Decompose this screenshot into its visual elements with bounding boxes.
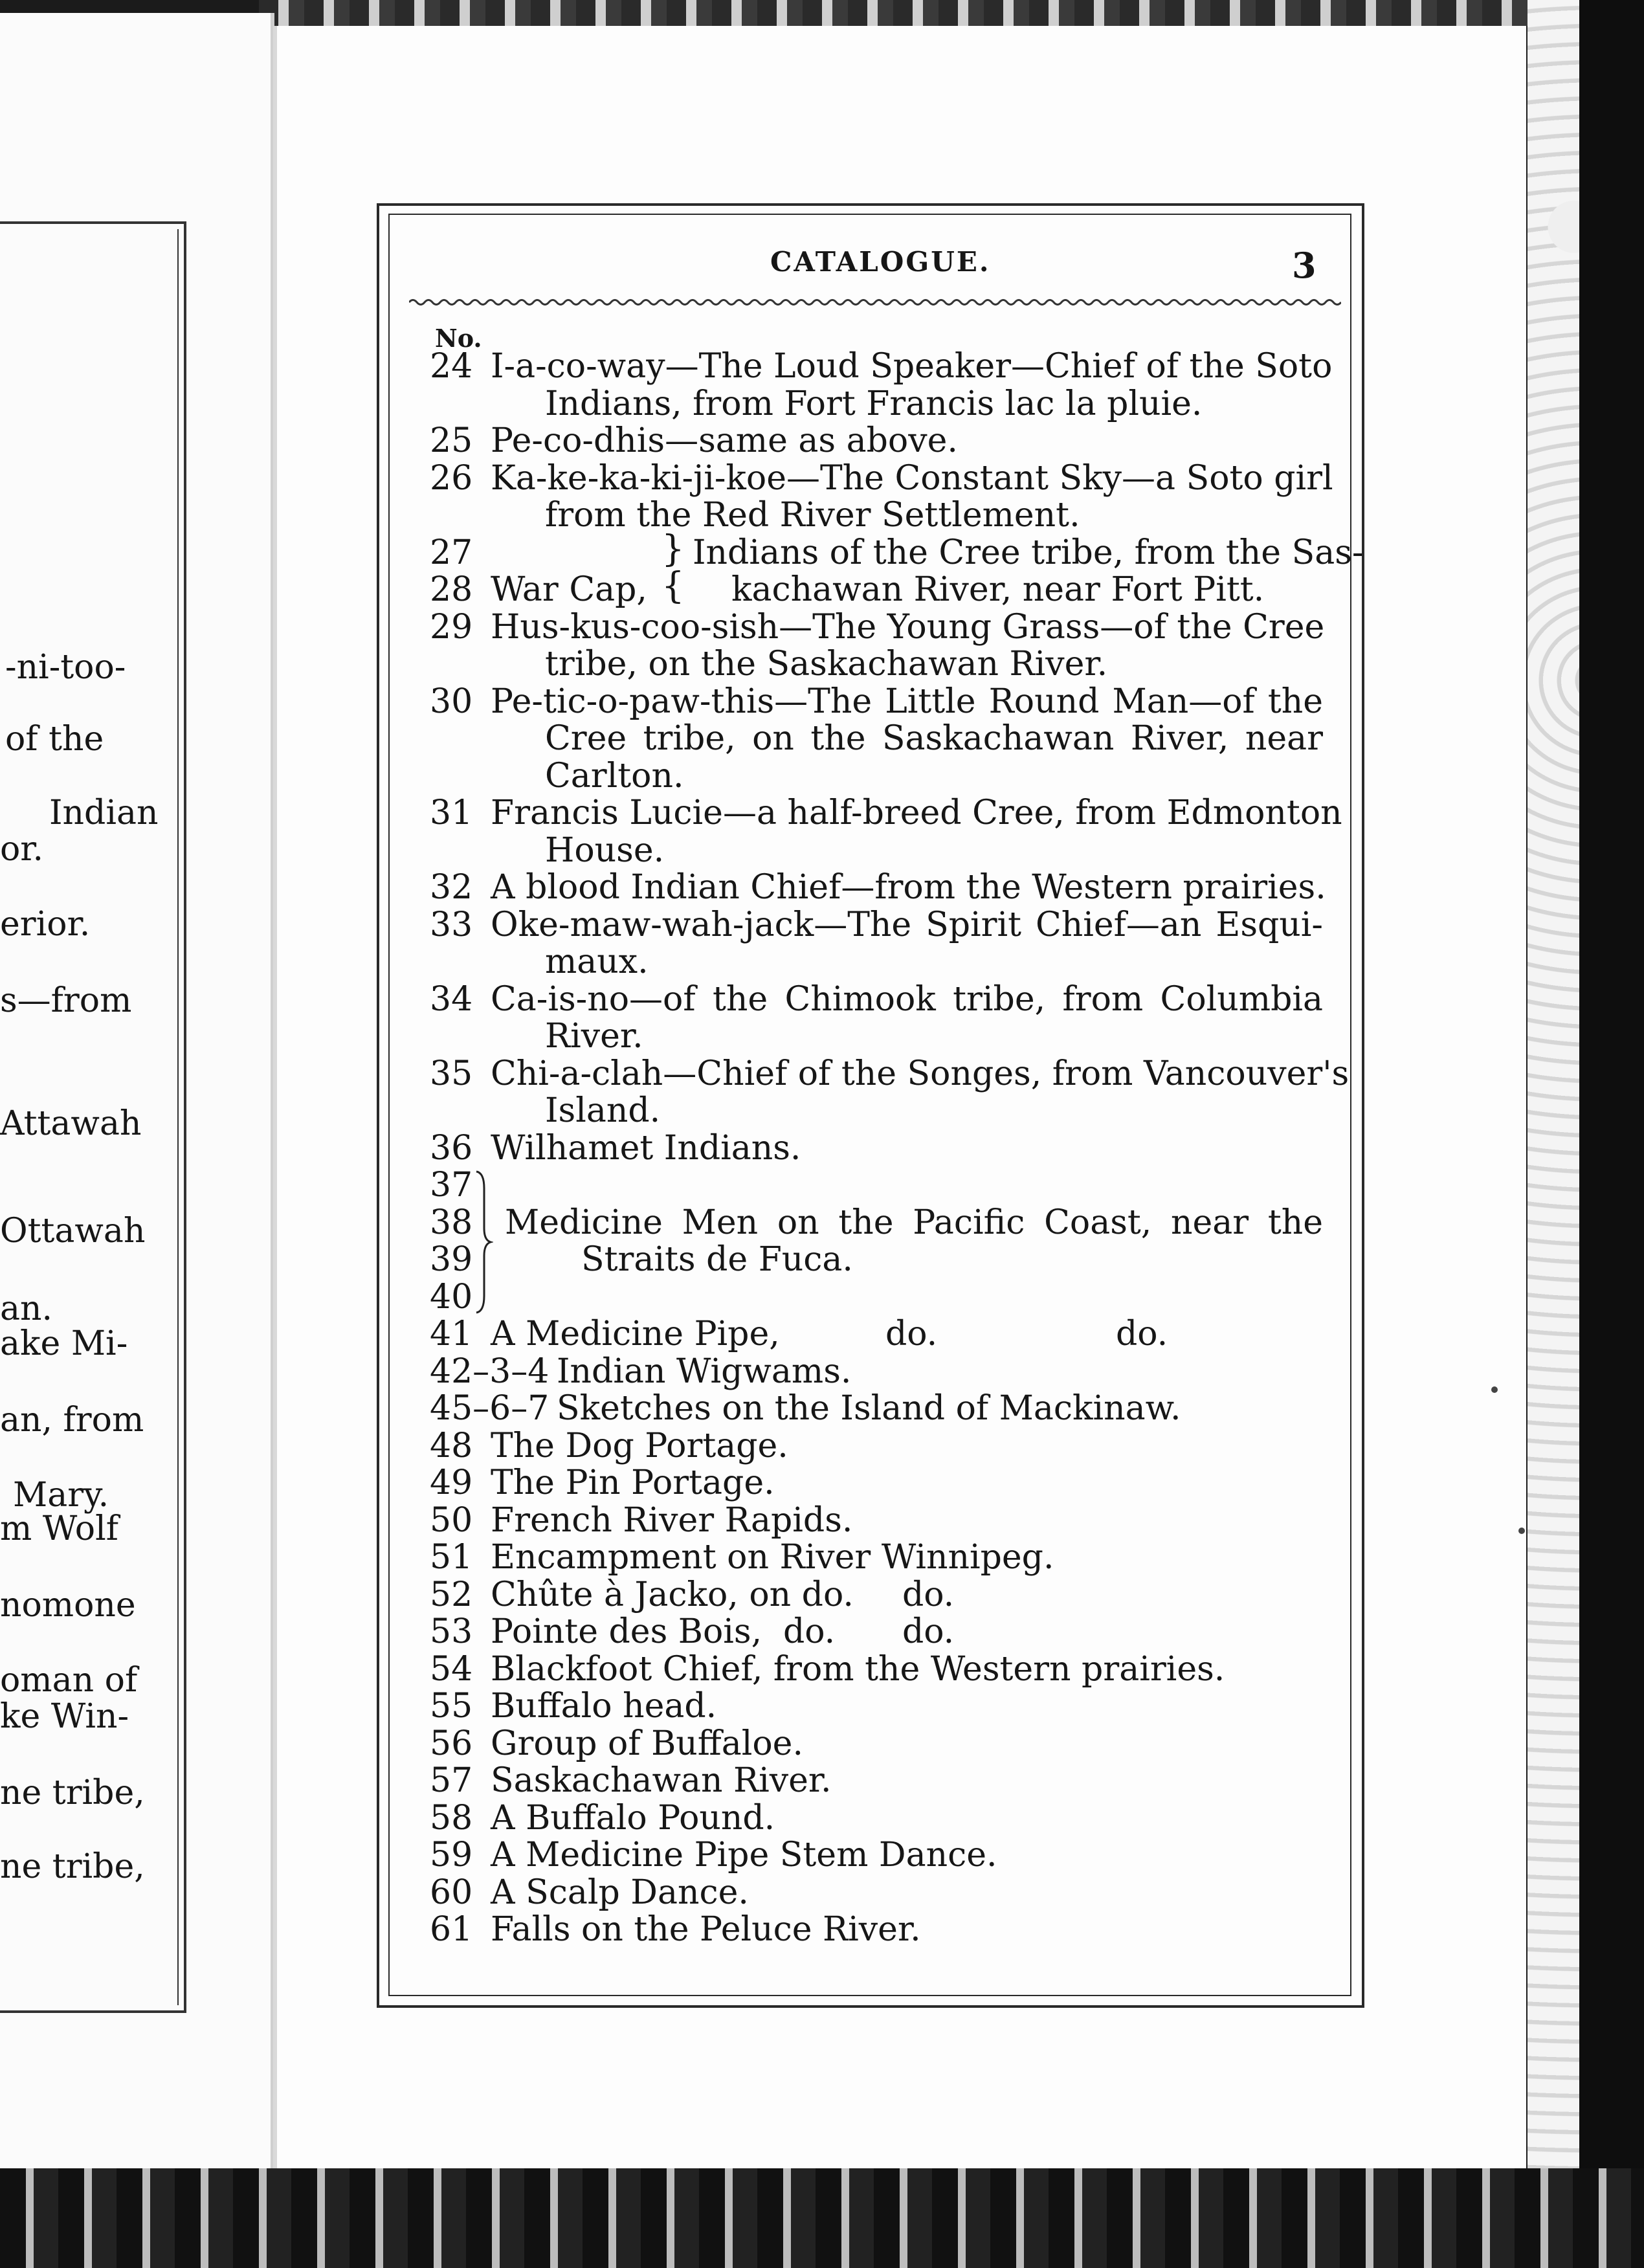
page-title: CATALOGUE.	[770, 246, 991, 278]
entry-text: Pe-co-dhis—same as above.	[491, 421, 958, 460]
catalogue-entry	[430, 1614, 1323, 1651]
catalogue-entry	[430, 1205, 1323, 1242]
left-fragment: an, from	[0, 1401, 144, 1440]
left-fragment: Mary.	[13, 1476, 109, 1515]
entry-text: Saskachawan River.	[491, 1761, 832, 1800]
entry-number: 59	[430, 1836, 473, 1874]
entry-text: Straits de Fuca.	[581, 1240, 853, 1279]
entry-number: 54	[430, 1649, 473, 1689]
entry-number: 33	[430, 905, 473, 944]
catalogue-entry	[430, 1762, 1323, 1800]
catalogue-entry	[430, 423, 1323, 460]
entry-number: 24	[430, 347, 473, 386]
entry-number: 32	[430, 868, 473, 907]
entry-text: Ca-is-no—of the Chimook tribe, from Columbia	[491, 979, 1323, 1019]
entry-number: 40	[430, 1277, 473, 1317]
left-fragment: of the	[5, 720, 104, 759]
entry-continuation	[430, 832, 1323, 870]
entry-text: Francis Lucie—a half-breed Cree, from Edmonton	[491, 794, 1342, 832]
catalogue-entry	[430, 528, 1364, 572]
left-fragment: ne tribe,	[0, 1847, 145, 1886]
brace-bottom-glyph: {	[661, 565, 685, 607]
entry-continuation	[430, 1093, 1323, 1130]
entry-text: Encampment on River Winnipeg.	[491, 1538, 1054, 1577]
entry-text: Wilhamet Indians.	[491, 1128, 801, 1168]
entry-text: The Pin Portage.	[491, 1463, 775, 1502]
entry-number: 28	[430, 570, 473, 609]
left-fragment: Indian	[49, 794, 159, 832]
catalogue-entry	[430, 684, 1323, 721]
entry-number: 34	[430, 979, 473, 1019]
book-edge-top	[259, 0, 1579, 26]
catalogue-entry	[430, 1837, 1323, 1874]
left-fragment: -ni-too-	[5, 648, 126, 687]
entry-number: 31	[430, 794, 473, 832]
catalogue-entry	[430, 458, 1333, 498]
catalogue-entry	[430, 907, 1323, 944]
left-fragment: m Wolf	[0, 1509, 118, 1548]
entry-number: 51	[430, 1538, 473, 1577]
entry-text: Indian Wigwams.	[557, 1351, 852, 1391]
entry-text: Oke-maw-wah-jack—The Spirit Chief—an Esqui-	[491, 905, 1323, 944]
entry-number: 27	[430, 533, 473, 572]
left-page	[0, 13, 274, 2168]
entry-number: 29	[430, 607, 473, 647]
entry-number: 57	[430, 1761, 473, 1800]
entry-text: Pointe des Bois,	[491, 1612, 762, 1651]
catalogue-entry	[430, 1874, 1323, 1912]
catalogue-entry	[430, 1316, 1323, 1353]
catalogue-entry	[430, 609, 1323, 647]
left-fragment: ake Mi-	[0, 1324, 128, 1363]
catalogue-entry	[430, 1428, 1323, 1465]
entry-text: House.	[545, 830, 665, 870]
ditto-mark: do.	[1116, 1315, 1168, 1353]
entry-number: 30	[430, 682, 473, 721]
entry-number: 52	[430, 1575, 473, 1614]
entry-text: Island.	[545, 1091, 661, 1130]
catalogue-entry	[430, 1502, 1323, 1540]
speck	[1491, 1386, 1498, 1393]
entry-text: Indians of the Cree tribe, from the Sas-	[693, 533, 1364, 572]
entry-number: 41	[430, 1315, 473, 1353]
catalogue-entry	[430, 565, 1323, 609]
catalogue-entry	[430, 1577, 1323, 1614]
entry-number: 35	[430, 1054, 473, 1093]
entry-text: Chi-a-clah—Chief of the Songes, from Vancouver's	[491, 1054, 1350, 1093]
entry-label: War Cap,	[491, 570, 647, 609]
catalogue-entry	[430, 868, 1326, 907]
entry-continuation	[430, 944, 1323, 981]
catalogue-entry	[430, 794, 1342, 832]
left-fragment: nomone	[0, 1586, 136, 1625]
left-fragment: ne tribe,	[0, 1773, 145, 1812]
entry-number: 56	[430, 1724, 473, 1763]
entry-number: 49	[430, 1463, 473, 1502]
left-fragment: ke Win-	[0, 1697, 129, 1736]
catalogue-entry	[430, 1539, 1323, 1577]
entry-text: maux.	[545, 942, 649, 981]
entry-continuation	[430, 758, 1323, 795]
entry-continuation	[430, 1018, 1323, 1056]
entry-text: Cree tribe, on the Saskachawan River, near	[545, 719, 1323, 758]
ditto-mark: do.	[783, 1612, 836, 1651]
catalogue-entry	[430, 1911, 1323, 1949]
entry-text: River.	[545, 1017, 643, 1056]
catalogue-entry	[430, 1130, 1323, 1168]
entry-number: 48	[430, 1426, 473, 1465]
entry-text: Ka-ke-ka-ki-ji-koe—The Constant Sky—a Soto girl	[491, 458, 1333, 498]
page-number: 3	[1292, 245, 1316, 286]
entry-text: A blood Indian Chief—from the Western prairies.	[491, 868, 1326, 907]
entry-continuation	[430, 646, 1323, 684]
entry-continuation	[430, 386, 1323, 423]
entry-number: 45–6–7	[430, 1389, 550, 1428]
entry-number: 25	[430, 421, 473, 460]
entry-number: 39	[430, 1240, 473, 1279]
entry-text: Blackfoot Chief, from the Western prairies.	[491, 1649, 1225, 1689]
number-column-label: No.	[435, 324, 482, 353]
entry-number: 60	[430, 1873, 473, 1912]
catalogue-entry	[430, 1726, 1323, 1763]
ditto-mark: do.	[902, 1612, 955, 1651]
catalogue-entry	[430, 1390, 1323, 1428]
catalogue-entry	[430, 1054, 1350, 1093]
entry-text: I-a-co-way—The Loud Speaker—Chief of the Soto	[491, 347, 1333, 386]
entry-text: Buffalo head.	[491, 1687, 717, 1726]
catalogue-entry	[430, 1353, 1323, 1391]
catalogue-entry	[430, 981, 1323, 1019]
wavy-rule	[409, 296, 1341, 308]
left-fragment: erior.	[0, 905, 91, 944]
ditto-mark: do.	[885, 1315, 938, 1353]
entry-number: 37	[430, 1166, 473, 1205]
entry-number: 36	[430, 1128, 473, 1168]
left-fragment: s—from	[0, 981, 132, 1020]
left-fragment: oman of	[0, 1661, 138, 1700]
left-fragment: Attawah	[0, 1104, 142, 1143]
catalogue-entry	[430, 347, 1333, 386]
entry-text: A Medicine Pipe,	[491, 1315, 780, 1353]
entry-number: 61	[430, 1910, 473, 1949]
entry-number: 26	[430, 458, 473, 498]
catalogue-entry	[430, 1465, 1323, 1502]
catalogue-entry	[430, 1279, 1323, 1317]
left-fragment: or.	[0, 830, 43, 869]
ditto-mark: do.	[902, 1575, 955, 1614]
catalogue-entry	[430, 1688, 1323, 1726]
entry-text: Falls on the Peluce River.	[491, 1910, 921, 1949]
entry-text: from the Red River Settlement.	[545, 496, 1080, 535]
entry-text: kachawan River, near Fort Pitt.	[731, 570, 1265, 609]
cover-edge	[1579, 0, 1644, 2268]
entry-text: Medicine Men on the Pacific Coast, near the	[505, 1203, 1323, 1242]
entry-number: 50	[430, 1500, 473, 1540]
entry-text: The Dog Portage.	[491, 1426, 788, 1465]
entry-text: Hus-kus-coo-sish—The Young Grass—of the Cree	[491, 607, 1325, 647]
catalogue-entry	[430, 1651, 1323, 1689]
catalogue-entry	[430, 1167, 1323, 1205]
book-edge-bottom	[0, 2168, 1644, 2268]
entry-number: 58	[430, 1798, 473, 1838]
entry-number: 42–3–4	[430, 1351, 550, 1391]
entry-text: French River Rapids.	[491, 1500, 853, 1540]
entry-text: Sketches on the Island of Mackinaw.	[557, 1389, 1181, 1428]
entry-text: A Medicine Pipe Stem Dance.	[491, 1836, 997, 1874]
brace-icon	[474, 1169, 493, 1315]
entry-text: A Buffalo Pound.	[491, 1798, 775, 1838]
entry-continuation	[430, 720, 1323, 758]
entry-number: 53	[430, 1612, 473, 1651]
left-fragment: Ottawah	[0, 1212, 146, 1251]
entry-text: tribe, on the Saskachawan River.	[545, 645, 1108, 684]
entry-text: Indians, from Fort Francis lac la pluie.	[545, 384, 1203, 423]
left-fragment: an.	[0, 1289, 53, 1328]
entry-text: A Scalp Dance.	[491, 1873, 749, 1912]
speck	[1518, 1528, 1525, 1534]
catalogue-entries	[430, 347, 1364, 1949]
entry-text: Group of Buffaloe.	[491, 1724, 803, 1763]
entry-text: Pe-tic-o-paw-this—The Little Round Man—of the	[491, 682, 1323, 721]
entry-number: 55	[430, 1687, 473, 1726]
entry-number: 38	[430, 1203, 473, 1242]
entry-text: Carlton.	[545, 756, 684, 795]
entry-continuation	[430, 497, 1323, 535]
catalogue-entry	[430, 1241, 1323, 1279]
entry-text: Chûte à Jacko, on do.	[491, 1575, 854, 1614]
catalogue-entry	[430, 1800, 1323, 1838]
brace-top-glyph: }	[661, 528, 685, 570]
